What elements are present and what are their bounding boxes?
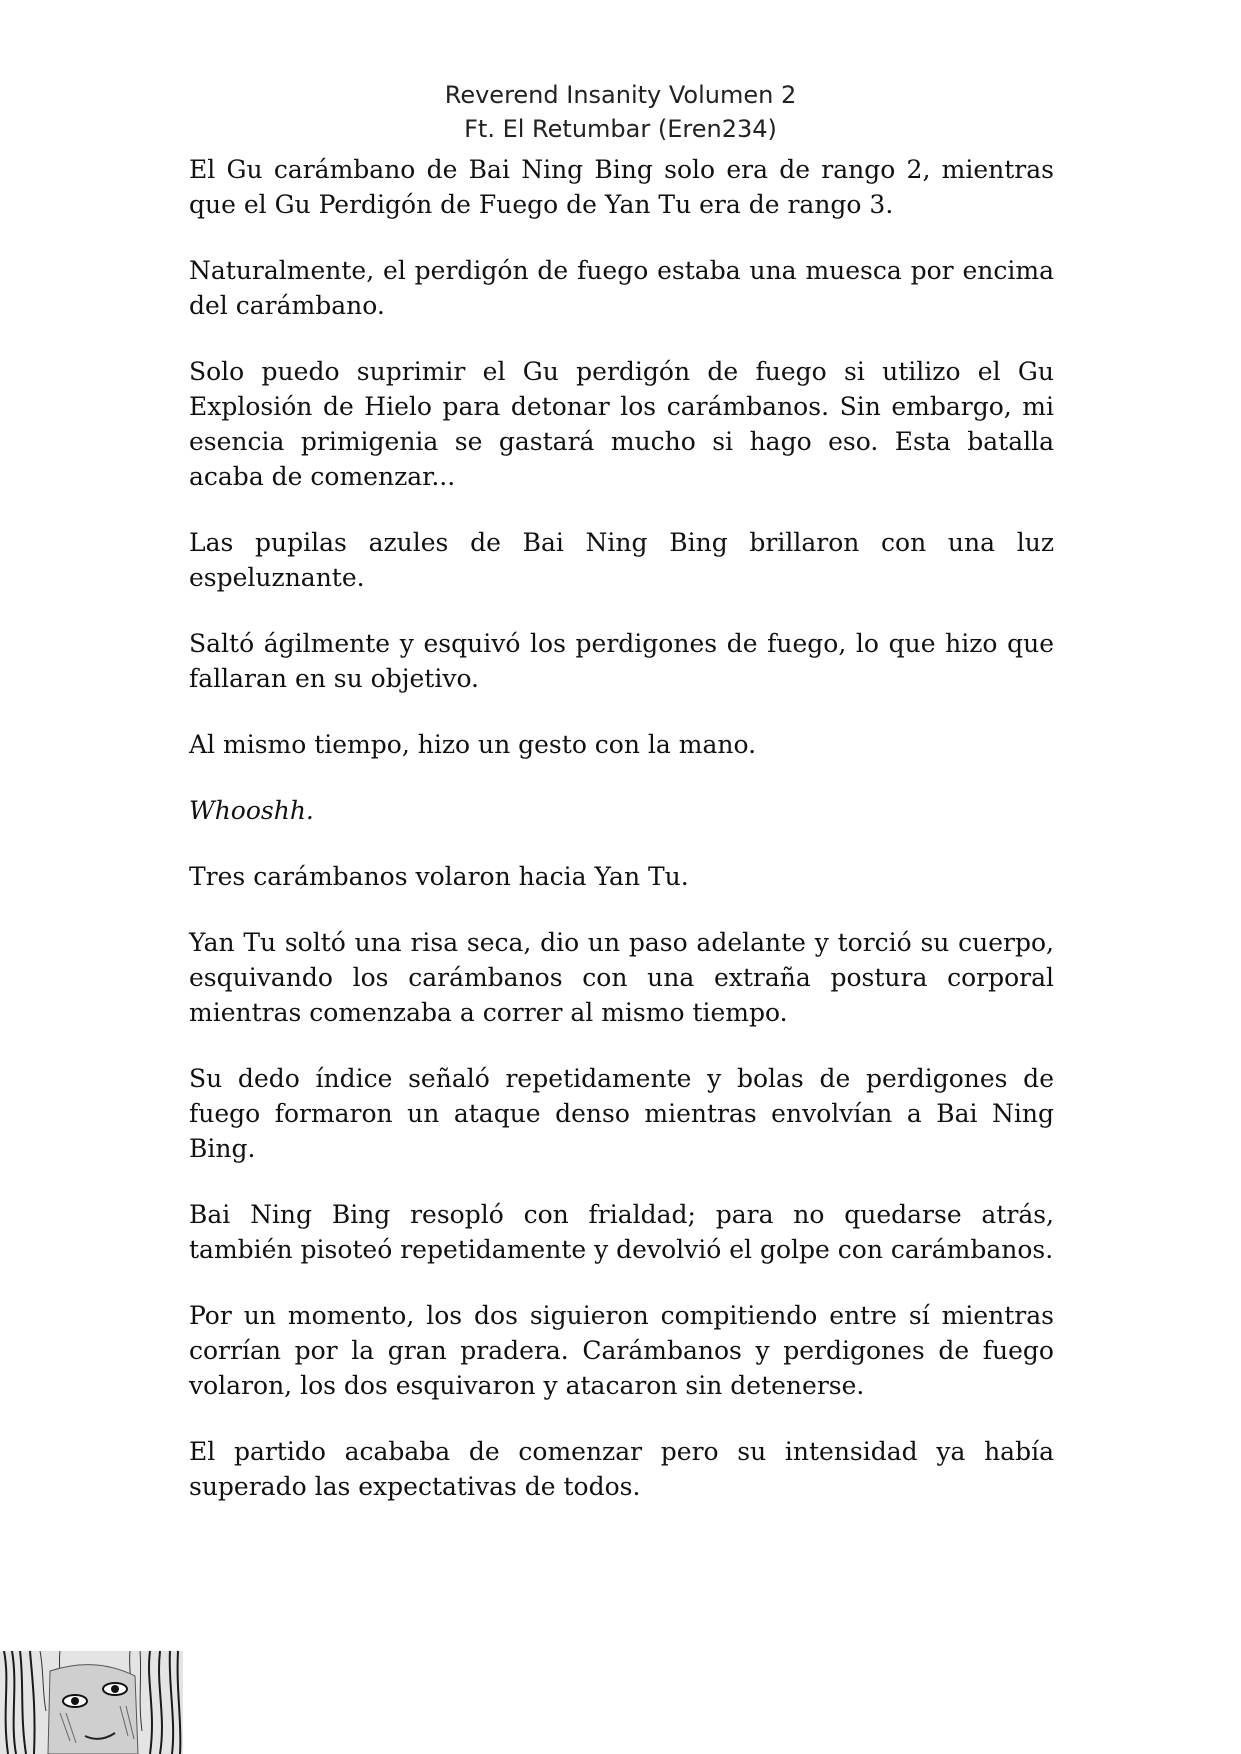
header-title: Reverend Insanity Volumen 2 (444, 81, 797, 109)
paragraph: Al mismo tiempo, hizo un gesto con la mano. (189, 730, 757, 759)
paragraph: Naturalmente, el perdigón de fuego estaba una muesca por encima del carámbano. (189, 256, 1054, 320)
header-subtitle: Ft. El Retumbar (Eren234) (464, 115, 777, 143)
manga-portrait-image (0, 1651, 183, 1754)
paragraph: Solo puedo suprimir el Gu perdigón de fuego si utilizo el Gu Explosión de Hielo para detonar los carámbanos. Sin embargo, mi esencia primigenia se gastará mucho si hago eso. Esta batalla acaba de comenzar... (189, 357, 1054, 491)
paragraph: El partido acababa de comenzar pero su intensidad ya había superado las expectativas de todos. (189, 1437, 1054, 1501)
paragraph: Por un momento, los dos siguieron compitiendo entre sí mientras corrían por la gran pradera. Carámbanos y perdigones de fuego volaron, los dos esquivaron y atacaron sin detenerse. (189, 1301, 1054, 1400)
chapter-body (189, 152, 1054, 1535)
paragraph: Su dedo índice señaló repetidamente y bolas de perdigones de fuego formaron un ataque denso mientras envolvían a Bai Ning Bing. (189, 1064, 1054, 1163)
portrait-illustration (0, 1651, 183, 1754)
sound-effect: Whooshh. (189, 796, 314, 825)
paragraph: Saltó ágilmente y esquivó los perdigones de fuego, lo que hizo que fallaran en su objetivo. (189, 629, 1054, 693)
paragraph: Yan Tu soltó una risa seca, dio un paso adelante y torció su cuerpo, esquivando los carámbanos con una extraña postura corporal mientras comenzaba a correr al mismo tiempo. (189, 928, 1054, 1027)
page-header (0, 78, 1241, 146)
paragraph: Las pupilas azules de Bai Ning Bing brillaron con una luz espeluznante. (189, 528, 1054, 592)
paragraph: El Gu carámbano de Bai Ning Bing solo era de rango 2, mientras que el Gu Perdigón de Fuego de Yan Tu era de rango 3. (189, 155, 1054, 219)
paragraph: Tres carámbanos volaron hacia Yan Tu. (189, 862, 689, 891)
paragraph: Bai Ning Bing resopló con frialdad; para no quedarse atrás, también pisoteó repetidamente y devolvió el golpe con carámbanos. (189, 1200, 1054, 1264)
